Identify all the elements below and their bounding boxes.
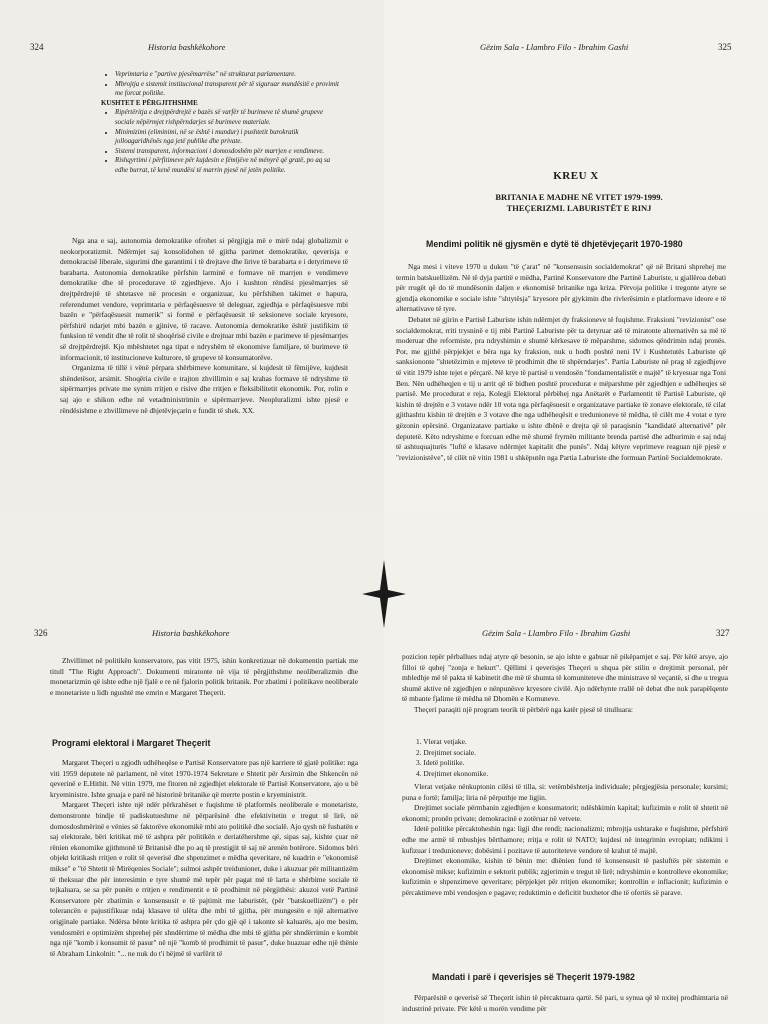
paragraph: Drejtimet sociale përmbanin zgjedhjen e konsumatorit; ndëshkimin kapital; kufizimin e rolit të shtetit në ekonomi; pronën private; demokracinë e zotëruar në vetvete. <box>402 803 728 823</box>
chapter-number: KREU X <box>553 170 599 182</box>
paragraph: Margaret Theçeri ishte një ndër përkrahëset e fuqishme të platformës neoliberale e monetariste, demonstronte bindje të padiskutueshme në përparësinë dhe efektivitetin e tregut të lirë, në domosdoshmërinë e vënies së faktorëve ekonomikë mbi ato politikë dhe socialë. Ajo qysh në fushatën e saj elektorale, bëri kritikat më të ashpra për politikën e deriatëhershme që, sipas saj, kishte çuar në rënien ekonomike gjithmonë të Britanisë dhe po aq të prestigjit të saj në arenën botërore. Sidomos bëri objekt kritikash rritjen e rolit të qeverisë dhe shpenzimet e mëdha qeveritare, në kuadrin e "ekonomisë mikse" e "të Shtetit të Mirëqenies Sociale"; sulmoi ashpër treidunionet, duke i akuzuar për militantizëm të theksuar dhe për interesimin e tyre shumë më tepër për pagat më të larta e shërbime sociale të tejkaluara, se sa për punën e rritjen e rendimentit e të prodhimit në përgjithësi: akuzoi vetë Partinë Konservatore për zbatimin e konsensusit e të pajtimit me laburistët, (për "batskuellizëm") e për tolerancën e pajustifikuar ndaj klasave të ulëta dhe mbi të gjitha, për mungesën e një alternative origjinale partiake. Ndërsa bënte kritika të ashpra për çdo gjë që i takonte së kaluarës, ajo me besim, vendosmëri e optimizëm shprehej për shndërrime të mëdha dhe mbi të gjitha për shndërrimin e kombit nga një "komb i konsumit të pasur" në një "komb të prodhimit të pasur", duke huazuar edhe një thënie të Abraham Linkolnit: "... ne nuk do t'i bëjmë të varfërit të <box>50 800 358 958</box>
paragraph: Drejtimet ekonomike, kishin të bënin me: dhënien fund të konsensusit të pasluftës për sistemin e ekonomisë mikse; kufizimin e sektorit publik; zgjerimin e tregut të lirë; ndryshimin e kontrolleve ekonomike; kufizimin e shpenzimeve qeveritare; përpjekjet për rritjen ekonomike; kontrollin e inflacionit; kufizimin e përcaktimeve mbi vendosjen e pagave; reduktimin e deficitit buxhetor dhe të ofertës së parave. <box>402 856 728 897</box>
page-number: 327 <box>716 628 730 638</box>
intro-text <box>402 652 728 716</box>
program-list <box>416 737 488 779</box>
list-item: 4. Drejtimet ekonomike. <box>416 768 489 778</box>
paragraph: Idetë politike përcaktoheshin nga: ligji dhe rendi; nacionalizmi; mbrojtja ushtarake e fuqishme, përfshirë edhe me armë të mbushjes bërthamore; rritja e rolit të NATO; kujdesi në integrimin evropian; ndikimi i kufizuar i tredunioneve; dobësimi i pozitave të autoriteteve vendore të krahut të majtë. <box>402 824 728 855</box>
list-item: 2. Drejtimet sociale. <box>416 747 476 757</box>
page-326 <box>0 512 384 1024</box>
chapter-title-line: THEÇERIZMI. LABURISTËT E RINJ <box>506 203 652 213</box>
binding-mark <box>362 560 406 628</box>
list-item: 1. Vlerat vetjake. <box>416 737 467 746</box>
body-text <box>402 993 728 1014</box>
paragraph: Margaret Theçeri u zgjodh udhëheqëse e Partisë Konservatore pas një karriere të gjatë politike: nga viti 1959 deputete në parlament, në vitet 1970-1974 Sekretare e Shtetit për Arsimin dhe Shkencën në qeverinë e E.Hithit. Në vitin 1979, me fitoren në zgjedhjet elektorale të Partisë Konservatore, ajo u bë kryeministre. Ishte gruaja e parë në historinë britanike që merrte postin e kryeministrit. <box>50 758 358 799</box>
section-heading: Mendimi politik në gjysmën e dytë të dhjetëvjeçarit 1970-1980 <box>426 239 683 249</box>
list-item: 3. Idetë politike. <box>416 758 465 768</box>
page-number: 324 <box>30 42 44 52</box>
bullet-list <box>101 70 344 176</box>
running-header: Gëzim Sala - Llambro Filo - Ibrahim Gashi <box>482 628 631 638</box>
paragraph: Nga ana e saj, autonomia demokratike ofrohet si përgjigja më e mirë ndaj globalizmit e neokorporatizmit. Ndërmjet saj konsolidohen të gjitha parimet demokratike, qeverisja e demokracisë liberale, sigurimi dhe garantimi i të drejtave dhe lirive të barabarta e i detyrimeve të barabarta. Autonomia demokratike përfshin larminë e formave në marrjen e vendimeve demokratike dhe të procedurave të zgjedhjeve. Ajo i kushton rëndësi pjesëmarrjes së drejtpërdrejtë të shtetasve në procesin e organizuar, ku përfshihen takimet e hapura, referendumet vendore, veprimtaria e përfaqësuesve të deleguar, zgjedhja e përfaqësuesve mbi bazën e "përfaqësuesit numerik" si formë e përfaqësuesit të seksioneve sociale kryesore, përfshirë ndarjet mbi bazën e gjinive, të racave. Autonomia demokratike është justifikim të funksion të vendit dhe të rolit të shoqërisë civile e drejtuar mbi bazën e parimeve të pjesëmarrjes së drejtpërdrejtë. Kjo mbështetet nga tipat e ndryshëm të ekonomive familjare, të burimeve të informacionit, të institucioneve kulturore, të grupeve të konsumatorëve. <box>60 236 348 362</box>
paragraph: Debatet në gjirin e Partisë Laburiste ishin ndërmjet dy fraksioneve të fuqishme. Fraksioni "revizionist" ose socialdemokrat, rriti trysninë e tij mbi Partinë Laburiste për ta detyruar atë të miratonte alternativën sa më të moderuar dhe reformiste, pra ndryshimin e shumë kërkesave të mëparshme, sidomos qëndrimin ndaj pronës. Por, me gjithë përpjekjet e bëra nga ky fraksion, nuk u hodh poshtë neni IV i Kushtetutës Laburiste që sanksiononte "shtetëzimin e mjeteve të prodhimit dhe të shpërndarjes". Partia Laburiste në prag të zgjedhjeve të vitit 1979 ishte tejet e përçarë. Në krye të partisë u vendosën "fondamentalistët e majtë" të kryesuar nga Toni Ben. Nën udhëheqjen e tij u arrit që të bidhen poshtë procedurat e mëparshme për zgjedhjen e udhëheqjes së partisë. Me procedurat e reja, Kolegji Elektoral përbëhej nga Anëtarët e Parlamentit të Partisë Laburiste, që kishin të drejtën e 3 votave ndër 10 vota nga përfaqësuesit e organizatave partiake të zonave elektorale, të cilat gjithashtu kishin të drejtën e 3 votave dhe nga udhëheqësit e tredunioneve të mëdha, të cilët me 4 votat e tyre gëzonin epërsinë. Organizatave partiake u ishte dhënë e drejta që të paraqisnin "kandidatë alternativë" për deputetë. Këto ndryshime e forcuan edhe më shumë fryrnën militante brenda partisë dhe adhurimin e saj ndaj të ashtuquajturës "luftë e klasave ndërmjet kapitalit dhe punës". Ndaj këtyre veprimeve reaguan një pjesë e "revizionistëve", të cilët në vitin 1981 u shkëputën nga Partia Laburiste dhe formuan Partinë Socialdemokrate. <box>396 314 726 462</box>
page-325 <box>384 0 768 512</box>
running-header: Historia bashkëkohore <box>148 42 226 52</box>
paragraph: pozicion tepër përballues ndaj atyre që besonin, se ajo ishte e gabuar në pikëpamjet e saj. Për këtë arsye, ajo filloi të quhej "zonja e hekurt". Qëllimi i qeverisjes Theçeri u shqua për stilin e drejtimit personal, për mbledhje më të pakta të kabinetit dhe më të shumta të komuniteteve dhe ministrave të veçantë, si dhe u tregua shumë aktive në zgjedhjen e nënpunësve kryesore civilë. Ajo ndërhynte rrallë në debat dhe nuk parapëlqente të mbante fjalime të mëdha në Dhomën e Komuneve. <box>402 652 728 704</box>
paragraph: Organizma të tillë i vënë përpara shërbimeve komunitare, si kujdesit të fëmijëve, kujdesit shëndetësor, arsimit. Shoqëria civile e trajton zhvillimin e saj krahas formave të ndryshme të sipërmarrjes private me synim rritjen e risive dhe rritjen e fleksibilitetit ekonomik. Por, rolin e saj ajo e shikon edhe në vetadministrimin e sipërmarrjeve. Neopluralizmi ishte pjesë e rëndësishme e zhvillimeve në dhjetëvjeçarin e fundit të shek. XX. <box>60 363 348 415</box>
body-text <box>60 236 348 416</box>
running-header: Gëzim Sala - Llambro Filo - Ibrahim Gashi <box>480 42 629 52</box>
paragraph: Nga mesi i viteve 1970 u duken "të ç'arat" në "konsensusin socialdemokrat" që në Britani shprehej me termin batskuellizëm. Në të dyja partitë e mëdha, Partinë Konservatore dhe Partinë Laburiste, u gjallëroa debati për rrugët që do të mundësonin daljen e ekonomisë britanike nga kriza. Përvoja politike i tregonte atyre se gjendja ekonomike e sociale ishte "shtytësja" kryesore për gjykimin dhe rivlerësimin e platformave ideore e të alternativave të tyre. <box>396 262 726 314</box>
section-heading: Mandati i parë i qeverisjes së Theçerit 1979-1982 <box>432 972 635 982</box>
list-item: • Veprimtaria e "partive pjesëmarrëse" në strukturat parlamentare. <box>115 70 344 80</box>
list-item: • Sistemi transparent, informacioni i domosdoshëm për marrjen e vendimeve. <box>115 147 344 157</box>
body-text <box>396 262 726 463</box>
list-item: • Rishqyrtimi i përfitimeve për kujdesin e fëmijëve në mënyrë që gratë, po aq sa edhe burrat, të kenë mundësi të marrin pjesë në jetën politike. <box>115 156 344 175</box>
intro-text <box>50 656 358 698</box>
paragraph: Theçeri paraqiti një program teorik të përbërë nga katër pjesë të titulluara: <box>414 704 633 714</box>
chapter-title <box>424 192 734 214</box>
paragraph: Vlerat vetjake nënkuptonin cilësi të tilla, si: vetëmbështetja individuale; përgjegjësia personale; kursimi; puna e fortë; familja; liria në përputhje me ligjin. <box>402 782 728 802</box>
section-heading: Programi elektoral i Margaret Theçerit <box>52 738 211 748</box>
running-header: Historia bashkëkohore <box>152 628 230 638</box>
list-subheading: KUSHTET E PËRGJITHSHME <box>101 99 198 107</box>
page-number: 326 <box>34 628 48 638</box>
list-item: • Mbrojtja e sistemit institucional transparent për të siguruar mundësitë e provimit me forcat politike. <box>115 80 344 99</box>
list-item: • Minimizimi (eliminimi, në se është i mundur) i pushtetit burokratik jolloagaridhënës nga jetë publike dhe private. <box>115 128 344 147</box>
page-324 <box>0 0 384 512</box>
paragraph: Përparësitë e qeverisë së Theçerit ishin të përcaktuara qartë. Së pari, u synua që të nxitej prodhimtaria në industrinë private. Për këtë u morën vendime për <box>402 993 728 1013</box>
chapter-title-line: BRITANIA E MADHE NË VITET 1979-1999. <box>495 192 663 202</box>
page-number: 325 <box>718 42 732 52</box>
paragraph: Zhvillimet në politikën konservatore, pas vitit 1975, ishin konkretizuar në dokumentin partiak me titull "The Right Approach". Dokumenti miratonte në vija të përgjithshme neoliberalizmin dhe monetarizmin që ishte edhe një fjalë e re në fjalorin politik britanik. Por zbatimi i politikave neoliberale e monetariste u lidh ngushtë me emrin e Margaret Theçerit. <box>50 656 358 697</box>
body-text <box>402 782 728 899</box>
page-327 <box>384 512 768 1024</box>
list-item: • Ripërtëritja e drejtpërdrejtë e bazës së varfër të burimeve të shumë grupeve sociale nëpërmjet rishpërndarjes së burimeve materiale. <box>115 108 344 127</box>
body-text <box>50 758 358 959</box>
